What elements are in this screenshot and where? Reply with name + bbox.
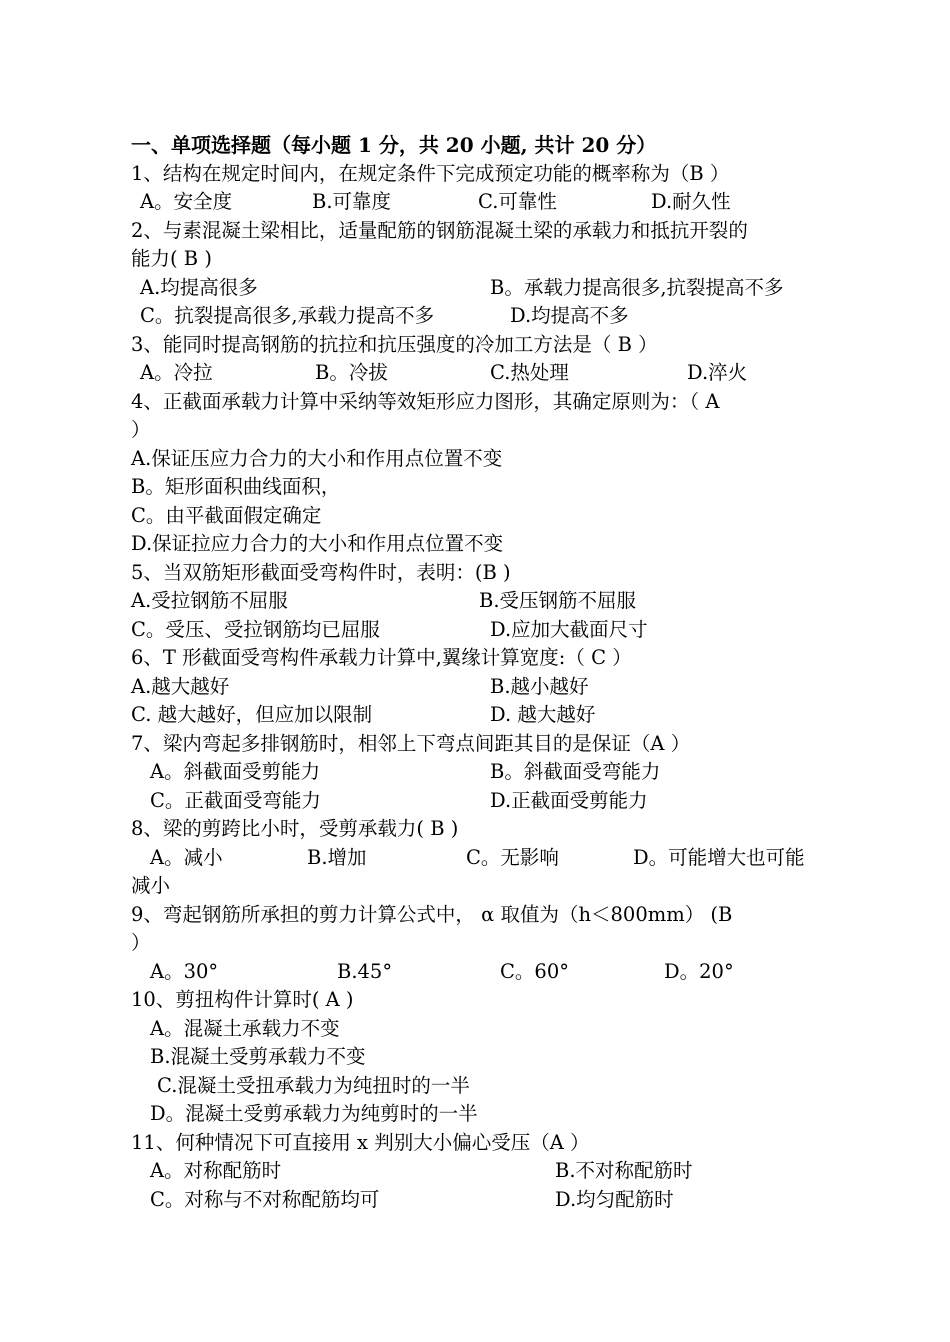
question-3-stem: 3、能同时提高钢筋的抗拉和抗压强度的冷加工方法是（ B ）	[131, 333, 658, 356]
q9-option-d: D。20°	[664, 960, 734, 983]
q8-option-c: C。无影响	[466, 846, 559, 869]
q3-option-c: C.热处理	[490, 361, 569, 384]
section-title: 一、单项选择题（每小题 1 分，共 20 小题, 共计 20 分）	[131, 133, 657, 157]
q5-option-b: B.受压钢筋不屈服	[479, 589, 637, 612]
question-6-stem: 6、T 形截面受弯构件承载力计算中,翼缘计算宽度:（ C ）	[131, 646, 632, 669]
q7-option-c: C。正截面受弯能力	[150, 789, 321, 812]
q11-option-a: A。对称配筋时	[150, 1159, 282, 1182]
q10-option-d: D。混凝土受剪承载力为纯剪时的一半	[150, 1102, 478, 1125]
q2-option-c: C。抗裂提高很多,承载力提高不多	[140, 304, 435, 327]
q7-option-b: B。斜截面受弯能力	[490, 760, 661, 783]
q10-option-c: C.混凝土受扭承载力为纯扭时的一半	[157, 1074, 470, 1097]
q11-option-d: D.均匀配筋时	[555, 1188, 674, 1211]
q4-option-d: D.保证拉应力合力的大小和作用点位置不变	[131, 532, 504, 555]
q8-option-d-cont: 减小	[131, 874, 171, 897]
question-4-stem-cont: ）	[131, 418, 151, 441]
question-10-stem: 10、剪扭构件计算时( A )	[131, 988, 354, 1011]
q3-option-a: A。冷拉	[140, 361, 213, 384]
q9-option-c: C。60°	[500, 960, 569, 983]
q11-option-c: C。对称与不对称配筋均可	[150, 1188, 380, 1211]
q9-option-b: B.45°	[337, 960, 393, 983]
q10-option-a: A。混凝土承载力不变	[150, 1017, 340, 1040]
q8-option-b: B.增加	[307, 846, 367, 869]
q4-option-c: C。由平截面假定确定	[131, 504, 322, 527]
q10-option-b: B.混凝土受剪承载力不变	[150, 1045, 366, 1068]
q7-option-d: D.正截面受剪能力	[490, 789, 648, 812]
q6-option-d: D. 越大越好	[490, 703, 596, 726]
q5-option-c: C。受压、受拉钢筋均已屈服	[131, 618, 380, 641]
q1-option-b: B.可靠度	[312, 190, 392, 213]
q8-option-d: D。可能增大也可能	[633, 846, 805, 869]
q5-option-a: A.受拉钢筋不屈服	[131, 589, 288, 612]
q3-option-d: D.淬火	[687, 361, 748, 384]
q3-option-b: B。冷拔	[315, 361, 388, 384]
q2-option-d: D.均提高不多	[510, 304, 629, 327]
q5-option-d: D.应加大截面尺寸	[490, 618, 648, 641]
question-9-stem: 9、弯起钢筋所承担的剪力计算公式中， α 取值为（h＜800mm） (B	[131, 903, 733, 926]
q4-option-b: B。矩形面积曲线面积，	[131, 475, 341, 498]
question-9-stem-cont: ）	[131, 931, 151, 954]
question-8-stem: 8、梁的剪跨比小时，受剪承载力( B )	[131, 817, 459, 840]
q1-option-d: D.耐久性	[651, 190, 731, 213]
q4-option-a: A.保证压应力合力的大小和作用点位置不变	[131, 447, 503, 470]
q7-option-a: A。斜截面受剪能力	[150, 760, 321, 783]
q6-option-a: A.越大越好	[131, 675, 230, 698]
question-1-stem: 1、结构在规定时间内，在规定条件下完成预定功能的概率称为（B ）	[131, 162, 730, 185]
question-11-stem: 11、何种情况下可直接用 x 判别大小偏心受压（A ）	[131, 1131, 590, 1154]
question-5-stem: 5、当双筋矩形截面受弯构件时，表明：(B )	[131, 561, 511, 584]
q2-option-a: A.均提高很多	[140, 276, 258, 299]
q8-option-a: A。减小	[150, 846, 223, 869]
q2-option-b: B。承载力提高很多,抗裂提高不多	[490, 276, 784, 299]
question-2-stem-cont: 能力( B )	[131, 247, 212, 270]
question-4-stem: 4、正截面承载力计算中采纳等效矩形应力图形，其确定原则为：（ A	[131, 390, 720, 413]
q9-option-a: A。30°	[150, 960, 219, 983]
q6-option-c: C. 越大越好，但应加以限制	[131, 703, 373, 726]
q6-option-b: B.越小越好	[490, 675, 589, 698]
q11-option-b: B.不对称配筋时	[555, 1159, 693, 1182]
question-2-stem: 2、与素混凝土梁相比，适量配筋的钢筋混凝土梁的承载力和抵抗开裂的	[131, 219, 748, 242]
q1-option-c: C.可靠性	[478, 190, 557, 213]
question-7-stem: 7、梁内弯起多排钢筋时，相邻上下弯点间距其目的是保证（A ）	[131, 732, 691, 755]
q1-option-a: A。安全度	[140, 190, 233, 213]
